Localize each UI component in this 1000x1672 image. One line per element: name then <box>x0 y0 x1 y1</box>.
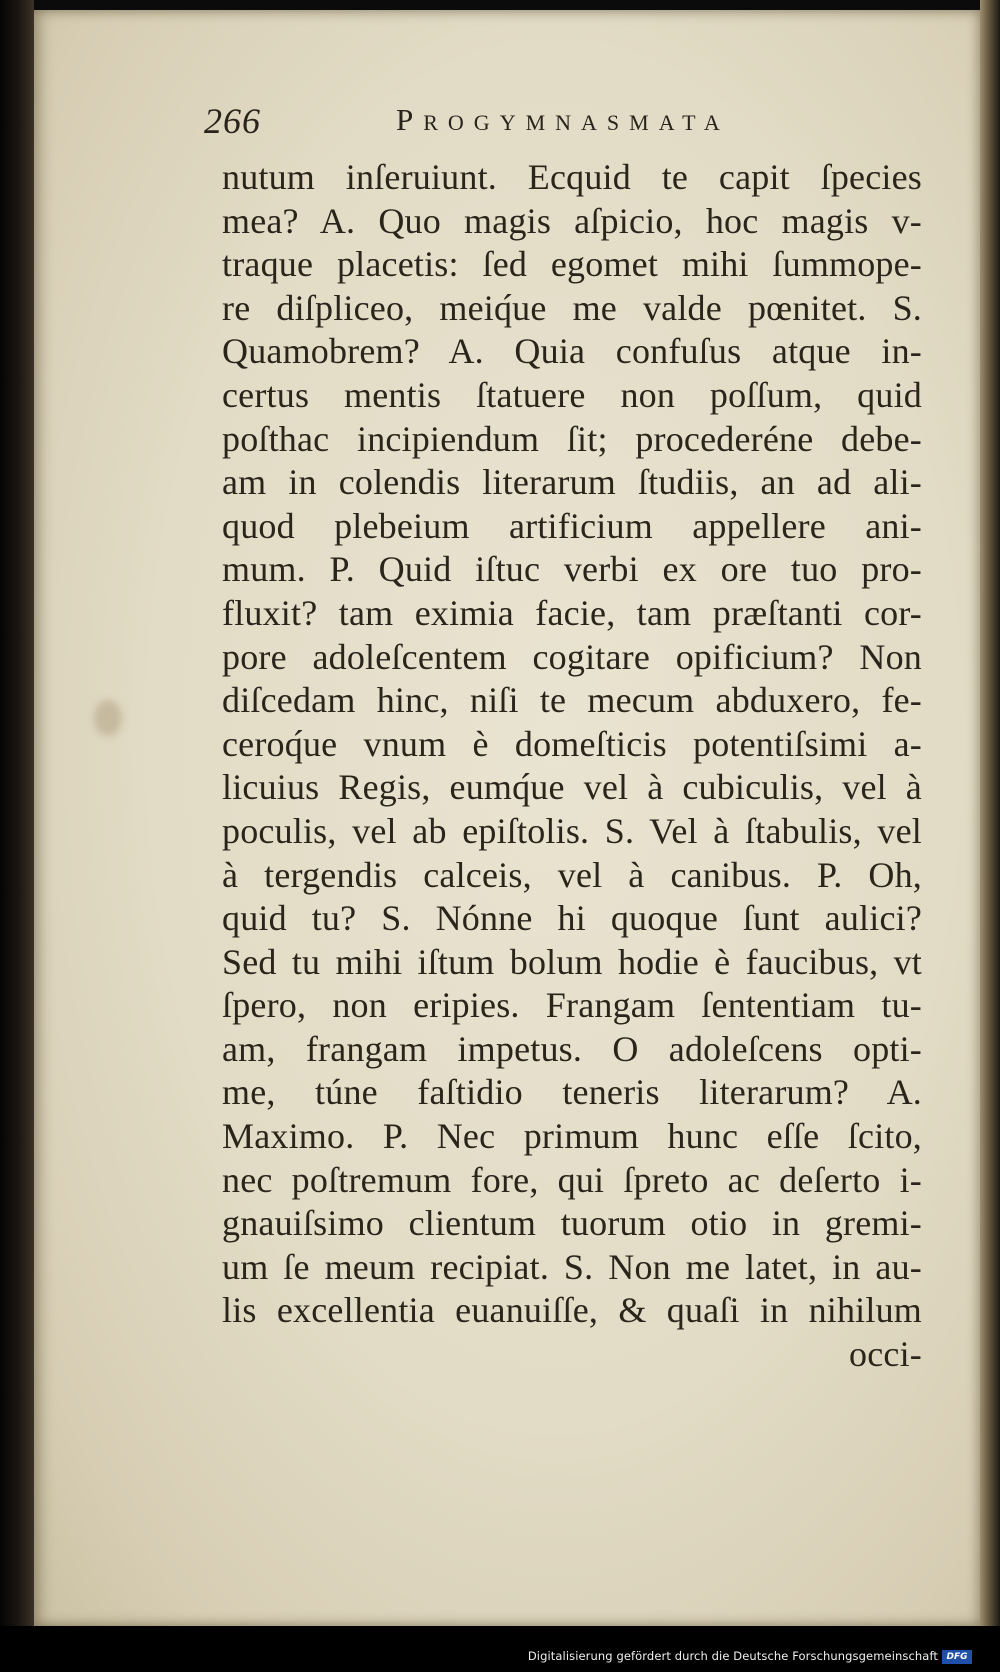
text-line: quid tu? S. Nónne hi quoque ſunt aulici? <box>222 898 922 939</box>
text-line: am in colendis literarum ſtudiis, an ad ali- <box>222 462 922 503</box>
text-line: lis excellentia euanuiſſe, & quaſi in nihilum <box>222 1290 922 1331</box>
page-number: 266 <box>204 101 261 141</box>
text-line: ſpero, non eripies. Frangam ſententiam tu- <box>222 985 922 1026</box>
book-page-edge-right <box>980 0 1000 1672</box>
text-line: quod plebeium artificium appellere ani- <box>222 505 922 546</box>
text-line: traque placetis: ſed egomet mihi ſummope- <box>222 244 922 285</box>
text-line: certus mentis ſtatuere non poſſum, quid <box>222 374 922 415</box>
footer-bar <box>0 1626 1000 1672</box>
text-line: re diſpliceo, meiq́ue me valde pœnitet. S. <box>222 287 922 328</box>
paper-stain <box>94 700 122 736</box>
text-line: nutum inſeruiunt. Ecquid te capit ſpecies <box>222 157 922 197</box>
text-line: nec poſtremum fore, qui ſpreto ac deſerto i- <box>222 1159 922 1200</box>
text-line: à tergendis calceis, vel à canibus. P. Oh, <box>222 854 922 895</box>
dfg-logo: DFG <box>942 1650 972 1664</box>
body-text <box>222 156 922 1377</box>
text-line: gnauiſsimo clientum tuorum otio in gremi- <box>222 1203 922 1244</box>
text-line: Quamobrem? A. Quia confuſus atque in- <box>222 331 922 372</box>
text-line: um ſe meum recipiat. S. Non me latet, in au- <box>222 1246 922 1287</box>
catchword: occi- <box>849 1334 922 1375</box>
text-line: diſcedam hinc, niſi te mecum abduxero, fe- <box>222 680 922 721</box>
running-head <box>204 100 864 146</box>
book-page <box>34 10 980 1626</box>
text-line: Maximo. P. Nec primum hunc eſſe ſcito, <box>222 1116 922 1157</box>
text-line: pore adoleſcentem cogitare opificium? Non <box>222 636 922 677</box>
text-line: ceroq́ue vnum è domeſticis potentiſsimi a- <box>222 723 922 764</box>
text-line: fluxit? tam eximia facie, tam præſtanti cor- <box>222 592 922 633</box>
text-line: am, frangam impetus. O adoleſcens opti- <box>222 1028 922 1069</box>
text-line: mea? A. Quo magis aſpicio, hoc magis v- <box>222 200 922 241</box>
text-line: Sed tu mihi iſtum bolum hodie è faucibus, vt <box>222 941 922 982</box>
book-binding-edge-left <box>0 0 34 1672</box>
text-line: me, túne faſtidio teneris literarum? A. <box>222 1072 922 1113</box>
running-title: Progymnasmata <box>396 102 730 137</box>
text-line: poculis, vel ab epiſtolis. S. Vel à ſtabulis, vel <box>222 810 922 851</box>
funding-credit: Digitalisierung gefördert durch die Deutsche Forschungsgemeinschaft <box>527 1649 938 1663</box>
text-line: poſthac incipiendum ſit; procederéne debe- <box>222 418 922 459</box>
text-line: mum. P. Quid iſtuc verbi ex ore tuo pro- <box>222 549 922 590</box>
text-line: licuius Regis, eumq́ue vel à cubiculis, vel à <box>222 767 922 808</box>
